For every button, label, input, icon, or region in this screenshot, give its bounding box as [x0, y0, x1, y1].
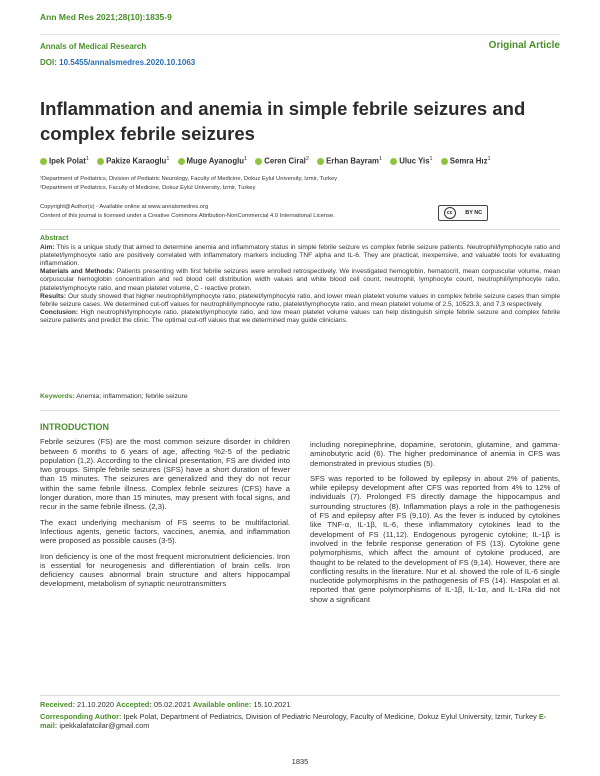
keywords-line: [40, 393, 188, 400]
body-paragraph: The exact underlying mechanism of FS seems to be multifactorial. Infectious agents, genetic factors, vaccines, anemia, and inflammation were proposed as possible causes (3-5).: [40, 517, 290, 546]
accepted-label: Accepted:: [116, 700, 152, 709]
cc-license-badge[interactable]: [438, 205, 488, 221]
body-paragraph: SFS was reported to be followed by epilepsy in about 2% of patients, while epilepsy development after CFS was reported from 4% to 12% of individuals (7). Prolonged FS directly damage the hippocampus and surrounding structures (8). Inflammation plays a role in the pathogenesis of FS and epilepsy after FS (9,10). As the fever is induced by cytokines like TNF-α, IL-1β, IL-6, these inflammatory cytokines lead to the development of FS (11,12). Endogenous pyrogenic cytokine; IL-1β is involved in the febrile response generation of FS (13). Cytokine gene polymorphisms, which affect the amount of cytokine produced, are thought to be related to the development of FS (9,14). However, there are conflicting results in the literature. Nur et al. showed the role of IL-6 single nucleotide polymorphisms in the pathogenesis of FS (14). Haspolat et al. reported that gene polymorphisms of IL-1β, IL-1α, and IL-1Ra did not show a significant: [310, 473, 560, 604]
keywords-text: Anemia; inflammation; febrile seizure: [76, 393, 188, 400]
abstract-aim: [40, 244, 560, 268]
author-affil-sup: 1: [85, 156, 89, 162]
introduction-heading: INTRODUCTION: [40, 422, 109, 432]
author-list: [40, 156, 570, 166]
conclusion-label: Conclusion:: [40, 308, 79, 316]
footer-divider: [40, 695, 560, 696]
abstract-methods: [40, 268, 560, 292]
author-item: [390, 156, 432, 166]
doi-label: DOI:: [40, 58, 57, 67]
license-line: Content of this journal is licensed under a Creative Commons Attribution-NonCommercial 4.0 International License.: [40, 213, 335, 219]
article-type: Original Article: [488, 40, 560, 51]
orcid-icon[interactable]: [97, 158, 104, 165]
abstract-bottom-divider: [40, 410, 560, 411]
copyright-line: Copyright@Author(s) - Available online at www.annalsmedres.org: [40, 204, 209, 210]
author-item: [317, 156, 382, 166]
affiliation-1: ¹Department of Pediatrics, Division of Pediatric Neurology, Faculty of Medicine, Dokuz Eylul University, Izmir, Turkey: [40, 176, 338, 182]
author-name: Pakize Karaoglu: [106, 156, 167, 166]
author-item: [97, 156, 169, 166]
orcid-icon[interactable]: [441, 158, 448, 165]
article-dates: [40, 700, 290, 709]
doi-link[interactable]: 10.5455/annalsmedres.2020.10.1063: [59, 58, 196, 67]
abstract-heading: Abstract: [40, 235, 69, 242]
corr-text: Ipek Polat, Department of Pediatrics, Division of Pediatric Neurology, Faculty of Medicine, Dokuz Eylul University, Izmir, Turkey: [123, 712, 537, 721]
citation-header: Ann Med Res 2021;28(10):1835-9: [40, 12, 172, 22]
aim-text: This is a unique study that aimed to determine anemia and inflammatory status in simple febrile seizure vs complex febrile seizure patients. Neutrophil/lymphocyte ratio and platelet/lymphocyte ratio are positively correlated with inflammatory markers including TNF alpha and IL-6. They are practical, inexpensive, and valuable tools for evaluating inflammation.: [40, 244, 561, 268]
orcid-icon[interactable]: [178, 158, 185, 165]
author-name: Uluc Yis: [399, 156, 430, 166]
conclusion-text: High neutrophil/lymphocyte ratio, platelet/lymphocyte ratio, and low mean platelet volume values can help distinguish simple febrile seizure and complex febrile seizure patients and predict the clinic. The optimal cut-off values that we determined may guide clinicians.: [40, 308, 560, 324]
online-date: 15.10.2021: [253, 700, 291, 709]
header-divider: [40, 34, 560, 35]
author-affil-sup: 1: [429, 156, 433, 162]
doi-line: [40, 58, 195, 67]
author-name: Muge Ayanoglu: [186, 156, 245, 166]
author-affil-sup: 1: [487, 156, 491, 162]
abstract-top-divider: [40, 229, 560, 230]
author-item: [255, 156, 309, 166]
author-item: [441, 156, 491, 166]
cc-badge-text: BY NC: [465, 210, 483, 216]
orcid-icon[interactable]: [390, 158, 397, 165]
methods-text: Patients presenting with first febrile seizures were enrolled retrospectively. We investigated hemoglobin, hematocrit, mean corpuscular volume, mean corpuscular hemoglobin concentration and red blood cell distribution width values and white blood cell count, neutrophil, lymphocyte count, neutrophil/lymphocyte ratio, platelet/lymphocyte ratio, and mean platelet volume, C - reactive protein.: [40, 268, 560, 292]
orcid-icon[interactable]: [40, 158, 47, 165]
orcid-icon[interactable]: [317, 158, 324, 165]
results-label: Results:: [40, 292, 67, 300]
body-column-right: [310, 440, 560, 610]
methods-label: Materials and Methods:: [40, 268, 115, 276]
affiliation-2: ²Department of Pediatrics, Faculty of Medicine, Dokuz Eylul University, Izmir, Turkey: [40, 185, 256, 191]
cc-icon: cc: [444, 207, 456, 219]
orcid-icon[interactable]: [255, 158, 262, 165]
abstract-section: [40, 235, 560, 325]
body-paragraph: Iron deficiency is one of the most frequent micronutrient deficiencies. Iron is essential for neurogenesis and differentiation of brain cells. Iron deficiency causes abnormal brain structure and alters hippocampal development, metabolism of synaptic neurotransmitters: [40, 551, 290, 589]
author-affil-sup: 2: [305, 156, 309, 162]
author-name: Ipek Polat: [49, 156, 86, 166]
body-paragraph: Febrile seizures (FS) are the most common seizure disorder in children between 6 months to 6 years of age, affecting %2-5 of the pediatric population (1,2). According to the clinical presentation, FS are divided into two groups. Simple febrile seizures (SFS) have a short duration of fewer than 15 minutes. The seizures are generalized and they do not recur within the same febrile illness. Complex febrile seizures (CFS) have a longer duration, more than 15 minutes, may present with focal signs, and recur in the same febrile illness. (2,3).: [40, 437, 290, 512]
received-date: 21.10.2020: [76, 700, 114, 709]
page-number: 1835: [291, 757, 309, 766]
author-name: Erhan Bayram: [326, 156, 379, 166]
aim-label: Aim:: [40, 244, 55, 252]
results-text: Our study showed that higher neutrophil/lymphocyte ratio, platelet/lymphocyte ratio, and lower mean platelet volume values in complex febrile seizure cases than simple febrile seizure cases. We determined cut-off values for neutrophil/lymphocyte ratio, platelet/lymphocyte ratio, and mean platelet volume of 2.5, 10523.3, and 7.3 respectively.: [40, 292, 560, 308]
body-column-left: [40, 423, 290, 595]
journal-name: Annals of Medical Research: [40, 42, 147, 51]
author-affil-sup: 1: [166, 156, 170, 162]
keywords-label: Keywords:: [40, 393, 75, 400]
author-name: Ceren Ciral: [264, 156, 306, 166]
author-item: [40, 156, 89, 166]
author-name: Semra Hız: [449, 156, 488, 166]
author-item: [178, 156, 248, 166]
article-title: Inflammation and anemia in simple febrile seizures and complex febrile seizures: [40, 98, 526, 144]
abstract-results: [40, 293, 560, 309]
accepted-date: 05.02.2021: [153, 700, 191, 709]
received-label: Received:: [40, 700, 75, 709]
email-link[interactable]: ipekkalafatcilar@gmail.com: [59, 721, 150, 730]
body-paragraph: including norepinephrine, dopamine, serotonin, glutamine, and gamma-aminobutyric acid (6). The higher predominance of anemia in CFS was demonstrated in previous studies (5).: [310, 440, 560, 468]
corr-label: Corresponding Author:: [40, 712, 122, 721]
abstract-conclusion: [40, 309, 560, 325]
online-label: Available online:: [192, 700, 252, 709]
email-label: E-mail:: [40, 712, 547, 730]
author-affil-sup: 1: [244, 156, 248, 162]
author-affil-sup: 1: [378, 156, 383, 162]
corresponding-author: [40, 712, 560, 730]
